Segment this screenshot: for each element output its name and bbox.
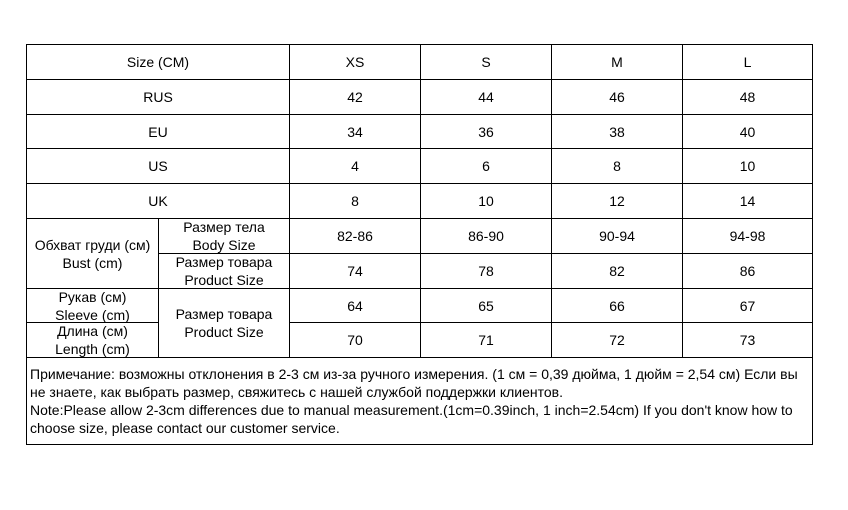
table-cell: 78 [478, 263, 494, 279]
bust-product-size-label-ru: Размер товара [175, 254, 273, 270]
v-line [812, 44, 813, 445]
table-cell: 86-90 [468, 228, 504, 244]
sleeve-label-en: Sleeve (cm) [55, 306, 130, 323]
bust-product-size-label-en: Product Size [184, 272, 264, 288]
table-cell: 74 [347, 263, 363, 279]
note-ru-line-2: не знаете, как выбрать размер, свяжитесь с нашей службой поддержки клиентов. [30, 384, 564, 400]
table-cell: 94-98 [729, 228, 766, 244]
table-cell: 86 [739, 263, 756, 279]
sleeve-label-ru: Рукав (см) [58, 288, 127, 305]
table-cell: 38 [609, 123, 625, 140]
sleeve-label [27, 289, 158, 322]
table-cell: 90-94 [599, 228, 635, 244]
table-cell: 82-86 [337, 228, 373, 244]
body-size-label-en: Body Size [192, 237, 256, 253]
header-size-xs: XS [345, 54, 365, 70]
table-cell: 46 [609, 89, 625, 105]
table-cell: 65 [478, 297, 494, 314]
bust-label [27, 219, 158, 288]
note-en-line-2: choose size, please contact our customer service. [30, 420, 340, 436]
table-cell: 66 [609, 297, 625, 314]
row-label-us: US [148, 158, 168, 174]
bust-label-ru: Обхват груди (см) [34, 236, 151, 253]
product-size-label-en: Product Size [184, 324, 264, 340]
product-size-label-ru: Размер товара [175, 306, 273, 322]
row-label-rus: RUS [143, 89, 173, 105]
table-cell: 14 [739, 193, 756, 209]
table-cell: 64 [347, 297, 363, 314]
table-cell: 70 [347, 332, 363, 348]
table-cell: 71 [478, 332, 494, 348]
table-cell: 6 [482, 158, 490, 174]
header-size-s: S [481, 54, 491, 70]
table-cell: 8 [613, 158, 621, 174]
table-cell: 42 [347, 89, 363, 105]
table-cell: 12 [609, 193, 625, 209]
bust-product-size-label [159, 254, 289, 288]
note-ru-line-1: Примечание: возможны отклонения в 2-3 см из-за ручного измерения. (1 см = 0,39 дюйма, 1 дюйм = 2,54 см) Если вы [30, 366, 798, 382]
header-size-l: L [743, 54, 752, 70]
length-label-ru: Длина (см) [57, 323, 128, 339]
bust-label-en: Bust (cm) [62, 254, 123, 271]
table-cell: 48 [739, 89, 756, 105]
header-label: Size (CM) [126, 54, 190, 70]
table-cell: 34 [347, 123, 363, 140]
table-cell: 73 [739, 332, 756, 348]
body-size-label [159, 219, 289, 253]
note-en-line-1: Note:Please allow 2-3cm differences due to manual measurement.(1cm=0.39inch, 1 inch=2.54cm) If you don't know how to [30, 402, 793, 418]
product-size-label [159, 289, 289, 357]
table-cell: 10 [739, 158, 756, 174]
row-label-eu: EU [148, 123, 168, 140]
table-cell: 8 [351, 193, 359, 209]
length-label [27, 323, 158, 357]
body-size-label-ru: Размер тела [183, 219, 265, 235]
table-cell: 44 [478, 89, 494, 105]
h-line [26, 444, 813, 445]
table-cell: 4 [351, 158, 359, 174]
measurement-note [30, 365, 810, 437]
table-cell: 67 [739, 297, 756, 314]
row-label-uk: UK [148, 193, 168, 209]
header-size-m: M [611, 54, 623, 70]
length-label-en: Length (cm) [55, 341, 130, 357]
table-cell: 40 [739, 123, 756, 140]
table-cell: 10 [478, 193, 494, 209]
table-cell: 36 [478, 123, 494, 140]
table-cell: 82 [609, 263, 625, 279]
table-cell: 72 [609, 332, 625, 348]
